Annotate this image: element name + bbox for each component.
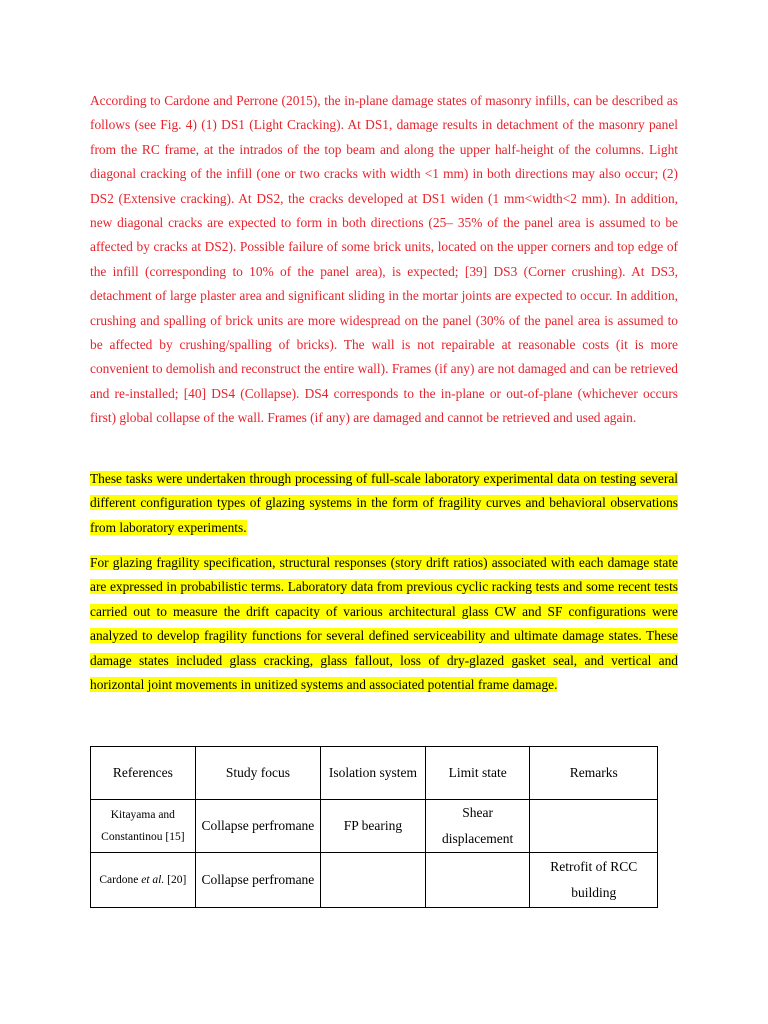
cell-remarks: Retrofit of RCC building — [530, 853, 658, 908]
table-header-row — [91, 747, 658, 800]
cell-isolation-system — [321, 853, 426, 908]
paragraph-tasks — [90, 467, 678, 540]
cell-remarks — [530, 800, 658, 853]
cell-study-focus: Collapse perfromane — [195, 853, 320, 908]
reference-prefix: Cardone — [99, 874, 142, 886]
cell-limit-state: Shear displacement — [425, 800, 530, 853]
references-table — [90, 746, 658, 908]
table-row — [91, 853, 658, 908]
cell-study-focus: Collapse perfromane — [195, 800, 320, 853]
highlighted-text: For glazing fragility specification, structural responses (story drift ratios) associated with each damage state are expressed in probabilistic terms. Laboratory data from previous cyclic racking tests and some recent tests carried out to measure the drift capacity of various architectural glass CW and SF configurations were analyzed to develop fragility functions for several defined serviceability and ultimate damage states. These damage states included glass cracking, glass fallout, loss of dry-glazed gasket seal, and vertical and horizontal joint movements in unitized systems and associated potential frame damage. — [90, 555, 678, 693]
header-remarks: Remarks — [530, 747, 658, 800]
paragraph-damage-states: According to Cardone and Perrone (2015), the in-plane damage states of masonry infills, can be described as follows (see Fig. 4) (1) DS1 (Light Cracking). At DS1, damage results in detachment of the masonry panel from the RC frame, at the intrados of the top beam and along the upper half-height of the columns. Light diagonal cracking of the infill (one or two cracks with width <1 mm) in both directions may also occur; (2) DS2 (Extensive cracking). At DS2, the cracks developed at DS1 widen (1 mm<width<2 mm). In addition, new diagonal cracks are expected to form in both directions (25– 35% of the panel area is assumed to be affected by cracks at DS2). Possible failure of some brick units, located on the upper corners and top edge of the infill (corresponding to 10% of the panel area), is expected; [39] DS3 (Corner crushing). At DS3, detachment of large plaster area and significant sliding in the mortar joints are expected to occur. In addition, crushing and spalling of brick units are more widespread on the panel (30% of the panel area is assumed to be affected by crushing/spalling of bricks). The wall is not repairable at reasonable costs (it is more convenient to demolish and reconstruct the entire wall). Frames (if any) are not damaged and can be retrieved and re-installed; [40] DS4 (Collapse). DS4 corresponds to the in-plane or out-of-plane (whichever occurs first) global collapse of the wall. Frames (if any) are damaged and cannot be retrieved and used again. — [90, 93, 678, 426]
cell-reference — [91, 853, 196, 908]
cell-limit-state — [425, 853, 530, 908]
header-study-focus: Study focus — [195, 747, 320, 800]
cell-reference: Kitayama and Constantinou [15] — [91, 800, 196, 853]
paragraph-glazing-fragility — [90, 551, 678, 697]
header-isolation-system: Isolation system — [321, 747, 426, 800]
table-row — [91, 800, 658, 853]
cell-isolation-system: FP bearing — [321, 800, 426, 853]
header-limit-state: Limit state — [425, 747, 530, 800]
reference-italic: et al. — [141, 874, 165, 886]
header-references: References — [91, 747, 196, 800]
highlighted-text: These tasks were undertaken through processing of full-scale laboratory experimental data on testing several different configuration types of glazing systems in the form of fragility curves and behavioral observations from laboratory experiments. — [90, 471, 678, 535]
reference-suffix: [20] — [164, 874, 187, 886]
